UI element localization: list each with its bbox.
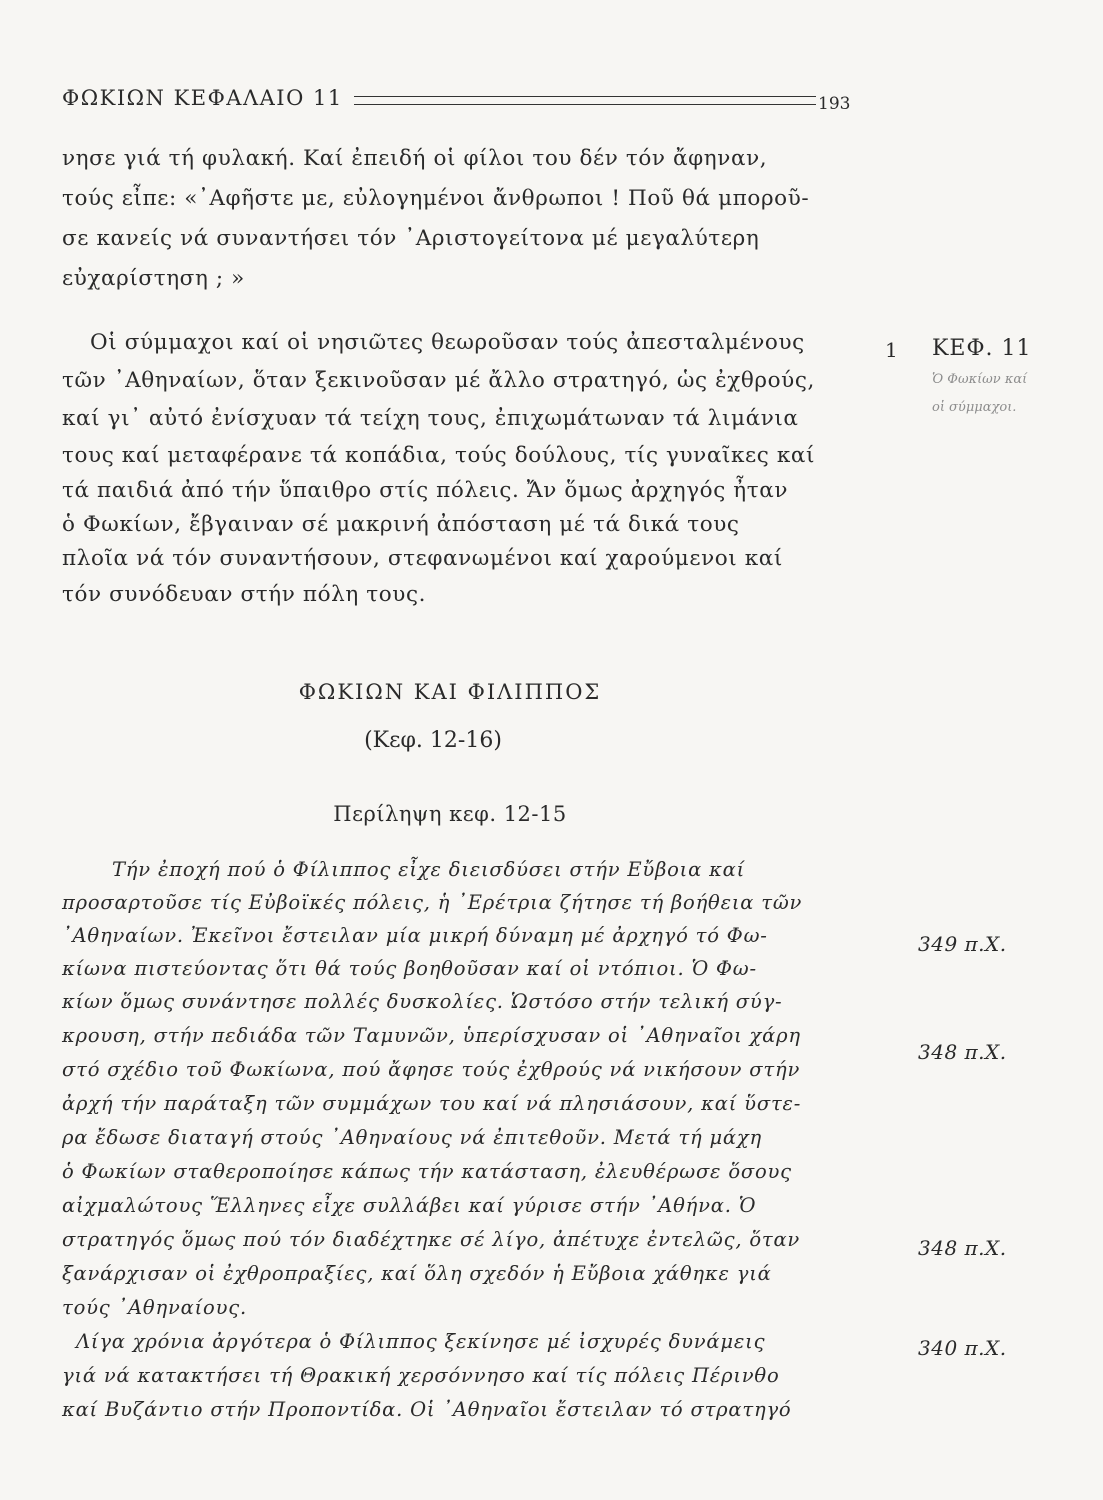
intro-line: νησε γιά τή φυλακή. Καί ἐπειδή οἱ φίλοι του δέν τόν ἄφηναν,	[62, 146, 768, 171]
margin-date: 348 π.Χ.	[918, 1040, 1007, 1064]
summary-line: ἀρχή τήν παράταξη τῶν συμμάχων του καί νά πλησιάσουν, καί ὕστε-	[62, 1092, 802, 1115]
margin-subtitle: οἱ σύμμαχοι.	[932, 400, 1017, 415]
summary-line: στό σχέδιο τοῦ Φωκίωνα, πού ἄφησε τούς ἐχθρούς νά νικήσουν στήν	[62, 1058, 801, 1081]
intro-line: εὐχαρίστηση ; »	[62, 266, 245, 291]
summary-line: κίων ὅμως συνάντησε πολλές δυσκολίες. Ὡστόσο στήν τελική σύγ-	[62, 990, 783, 1013]
summary-line: κίωνα πιστεύοντας ὅτι θά τούς βοηθοῦσαν καί οἱ ντόπιοι. Ὁ Φω-	[62, 957, 757, 980]
header-double-rule	[354, 96, 816, 105]
margin-subtitle: Ὁ Φωκίων καί	[932, 372, 1028, 387]
section-title: ΦΩΚΙΩΝ ΚΑΙ ΦΙΛΙΠΠΟΣ	[298, 680, 602, 704]
paragraph-line: ὁ Φωκίων, ἔβγαιναν σέ μακρινή ἀπόσταση μέ τά δικά τους	[62, 512, 740, 537]
running-header-title: ΦΩΚΙΩΝ ΚΕΦΑΛΑΙΟ 11	[62, 86, 343, 110]
summary-line: στρατηγός ὅμως πού τόν διαδέχτηκε σέ λίγο, ἀπέτυχε ἐντελῶς, ὅταν	[62, 1228, 801, 1251]
section-chapters: (Κεφ. 12-16)	[364, 728, 502, 753]
summary-line: Τήν ἐποχή πού ὁ Φίλιππος εἶχε διεισδύσει στήν Εὔβοια καί	[112, 858, 746, 881]
summary-line: ξανάρχισαν οἱ ἐχθροπραξίες, καί ὅλη σχεδόν ἡ Εὔβοια χάθηκε γιά	[62, 1262, 772, 1285]
paragraph-line: τόν συνόδευαν στήν πόλη τους.	[62, 582, 427, 607]
summary-line: ὁ Φωκίων σταθεροποίησε κάπως τήν κατάσταση, ἐλευθέρωσε ὅσους	[62, 1160, 792, 1183]
summary-line: ᾽Αθηναίων. Ἐκεῖνοι ἔστειλαν μία μικρή δύναμη μέ ἀρχηγό τό Φω-	[62, 924, 768, 947]
margin-date: 349 π.Χ.	[918, 932, 1007, 956]
summary-line: κρουση, στήν πεδιάδα τῶν Ταμυνῶν, ὑπερίσχυσαν οἱ ᾽Αθηναῖοι χάρη	[62, 1024, 801, 1047]
intro-line: σε κανείς νά συναντήσει τόν ᾽Αριστογείτονα μέ μεγαλύτερη	[62, 226, 760, 251]
paragraph-line: τους καί μεταφέρανε τά κοπάδια, τούς δούλους, τίς γυναῖκες καί	[62, 443, 816, 468]
paragraph-line: καί γι᾽ αὐτό ἐνίσχυαν τά τείχη τους, ἐπιχωμάτωναν τά λιμάνια	[62, 406, 799, 431]
paragraph-line: Οἱ σύμμαχοι καί οἱ νησιῶτες θεωροῦσαν τούς ἀπεσταλμένους	[90, 330, 805, 355]
paragraph-line: τῶν ᾽Αθηναίων, ὅταν ξεκινοῦσαν μέ ἄλλο στρατηγό, ὡς ἐχθρούς,	[62, 368, 815, 393]
paragraph-line: πλοῖα νά τόν συναντήσουν, στεφανωμένοι καί χαρούμενοι καί	[62, 546, 783, 571]
summary-line: αἰχμαλώτους Ἕλληνες εἶχε συλλάβει καί γύρισε στήν ᾽Αθήνα. Ὁ	[62, 1194, 757, 1217]
margin-paragraph-number: 1	[885, 338, 898, 362]
summary-heading: Περίληψη κεφ. 12-15	[333, 802, 567, 826]
margin-date: 340 π.Χ.	[918, 1336, 1007, 1360]
intro-line: τούς εἶπε: «᾽Αφῆστε με, εὐλογημένοι ἄνθρωποι ! Ποῦ θά μποροῦ-	[62, 186, 810, 211]
summary-line: προσαρτοῦσε τίς Εὐβοϊκές πόλεις, ἡ ᾽Ερέτρια ζήτησε τή βοήθεια τῶν	[62, 891, 803, 914]
summary-line: γιά νά κατακτήσει τή Θρακική χερσόννησο καί τίς πόλεις Πέρινθο	[62, 1364, 780, 1387]
summary-line: καί Βυζάντιο στήν Προποντίδα. Οἱ ᾽Αθηναῖοι ἔστειλαν τό στρατηγό	[62, 1398, 792, 1421]
summary-line: τούς ᾽Αθηναίους.	[62, 1296, 247, 1319]
page-number: 193	[818, 94, 851, 114]
margin-chapter-label: ΚΕΦ. 11	[932, 336, 1032, 361]
summary-line: Λίγα χρόνια ἀργότερα ὁ Φίλιππος ξεκίνησε μέ ἰσχυρές δυνάμεις	[76, 1330, 766, 1353]
margin-date: 348 π.Χ.	[918, 1236, 1007, 1260]
paragraph-line: τά παιδιά ἀπό τήν ὕπαιθρο στίς πόλεις. Ἄν ὅμως ἀρχηγός ἦταν	[62, 478, 789, 503]
summary-line: ρα ἔδωσε διαταγή στούς ᾽Αθηναίους νά ἐπιτεθοῦν. Μετά τή μάχη	[62, 1126, 762, 1149]
